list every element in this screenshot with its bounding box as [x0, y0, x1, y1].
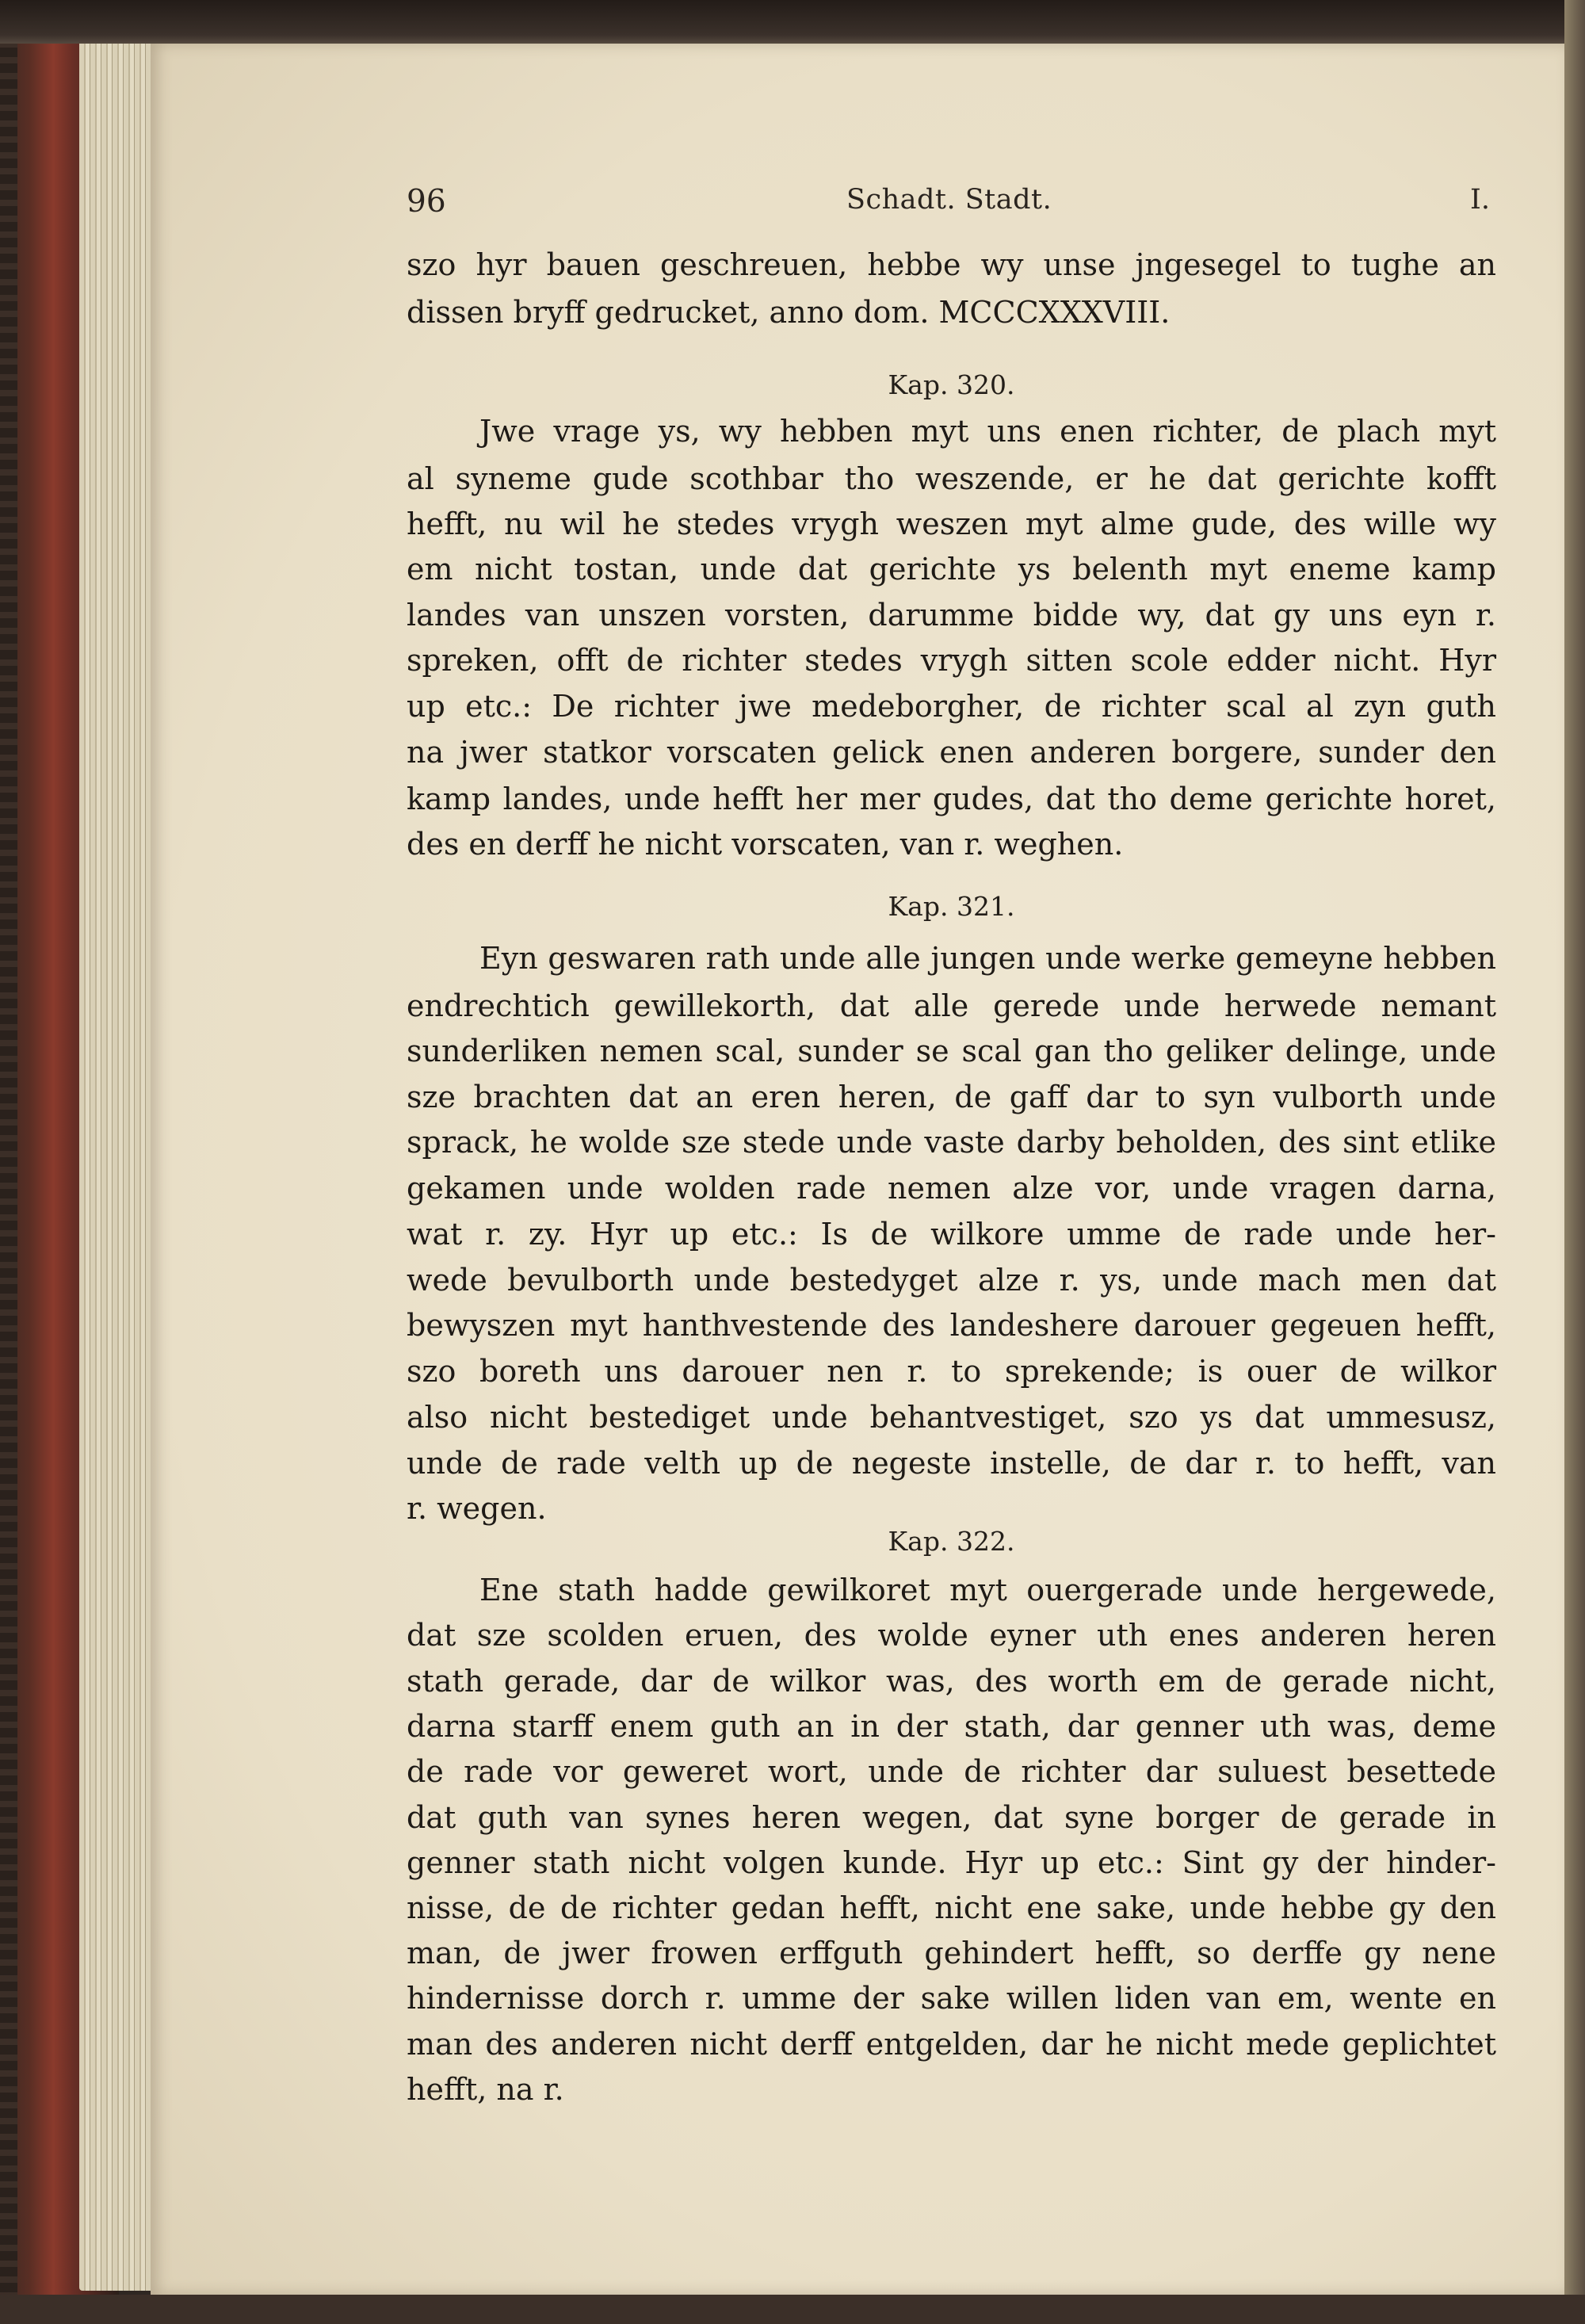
- text-line: gekamen unde wolden rade nemen alze vor, unde vragen darna,: [407, 1171, 1496, 1206]
- text-line: man, de jwer frowen erffguth gehindert hefft, so derffe gy nene: [407, 1936, 1496, 1970]
- text-line: al syneme gude scothbar tho weszende, er he dat gerichte kofft: [407, 461, 1496, 496]
- text-line: Eyn geswaren rath unde alle jungen unde werke gemeyne hebben: [479, 941, 1496, 976]
- text-line: wat r. zy. Hyr up etc.: Is de wilkore umme de rade unde her-: [407, 1217, 1496, 1252]
- chapter-heading: Kap. 321.: [888, 891, 1015, 922]
- scan-bottom-border: [0, 2295, 1585, 2324]
- text-line: sunderliken nemen scal, sunder se scal gan tho geliker delinge, unde: [407, 1034, 1496, 1068]
- text-line: also nicht bestediget unde behantvestiget, szo ys dat ummesusz,: [407, 1400, 1496, 1435]
- text-line: hefft, nu wil he stedes vrygh weszen myt alme gude, des wille wy: [407, 506, 1496, 541]
- text-line: de rade vor geweret wort, unde de richter dar suluest besettede: [407, 1754, 1496, 1789]
- page-number: 96: [407, 184, 446, 220]
- text-line: genner stath nicht volgen kunde. Hyr up etc.: Sint gy der hinder-: [407, 1845, 1496, 1880]
- text-line: dat sze scolden eruen, des wolde eyner uth enes anderen heren: [407, 1618, 1496, 1653]
- text-line: des en derff he nicht vorscaten, van r. weghen.: [407, 827, 1124, 862]
- text-line: hindernisse dorch r. umme der sake willen liden van em, wente en: [407, 1981, 1496, 2016]
- chapter-heading: Kap. 320.: [888, 369, 1015, 400]
- scan-right-border: [1564, 0, 1585, 2324]
- part-number: I.: [1470, 184, 1490, 216]
- text-line: Jwe vrage ys, wy hebben myt uns enen richter, de plach myt: [479, 414, 1496, 449]
- text-line: bewyszen myt hanthvestende des landeshere darouer gegeuen hefft,: [407, 1308, 1496, 1343]
- text-line: unde de rade velth up de negeste instelle, de dar r. to hefft, van: [407, 1446, 1496, 1481]
- text-line: szo boreth uns darouer nen r. to sprekende; is ouer de wilkor: [407, 1354, 1496, 1389]
- text-line: landes van unszen vorsten, darumme bidde wy, dat gy uns eyn r.: [407, 598, 1496, 633]
- text-line: wede bevulborth unde bestedyget alze r. ys, unde mach men dat: [407, 1263, 1496, 1298]
- text-line: na jwer statkor vorscaten gelick enen anderen borgere, sunder den: [407, 735, 1496, 770]
- text-line: up etc.: De richter jwe medeborgher, de richter scal al zyn guth: [407, 689, 1496, 724]
- text-line: nisse, de de richter gedan hefft, nicht ene sake, unde hebbe gy den: [407, 1890, 1496, 1925]
- page-header: [407, 184, 1496, 224]
- scan-top-border: [0, 0, 1585, 44]
- book-spine: [0, 0, 17, 2324]
- text-line: endrechtich gewillekorth, dat alle gerede unde herwede nemant: [407, 988, 1496, 1023]
- text-line: kamp landes, unde hefft her mer gudes, dat tho deme gerichte horet,: [407, 782, 1496, 816]
- text-line: hefft, na r.: [407, 2072, 564, 2107]
- text-line: dissen bryff gedrucket, anno dom. MCCCXXXVIII.: [407, 295, 1171, 330]
- text-line: stath gerade, dar de wilkor was, des worth em de gerade nicht,: [407, 1664, 1496, 1699]
- text-line: spreken, offt de richter stedes vrygh sitten scole edder nicht. Hyr: [407, 643, 1496, 678]
- text-line: r. wegen.: [407, 1491, 547, 1526]
- text-line: Ene stath hadde gewilkoret myt ouergerade unde hergewede,: [479, 1573, 1496, 1607]
- text-line: sprack, he wolde sze stede unde vaste darby beholden, des sint etlike: [407, 1125, 1496, 1160]
- text-line: dat guth van synes heren wegen, dat syne borger de gerade in: [407, 1800, 1496, 1835]
- chapter-heading: Kap. 322.: [888, 1526, 1015, 1557]
- text-line: em nicht tostan, unde dat gerichte ys belenth myt eneme kamp: [407, 552, 1496, 587]
- text-line: darna starff enem guth an in der stath, dar genner uth was, deme: [407, 1709, 1496, 1744]
- text-line: sze brachten dat an eren heren, de gaff dar to syn vulborth unde: [407, 1080, 1496, 1114]
- text-line: man des anderen nicht derff entgelden, dar he nicht mede geplichtet: [407, 2027, 1496, 2062]
- text-line: szo hyr bauen geschreuen, hebbe wy unse jngesegel to tughe an: [407, 247, 1496, 282]
- running-title: Schadt. Stadt.: [846, 184, 1052, 216]
